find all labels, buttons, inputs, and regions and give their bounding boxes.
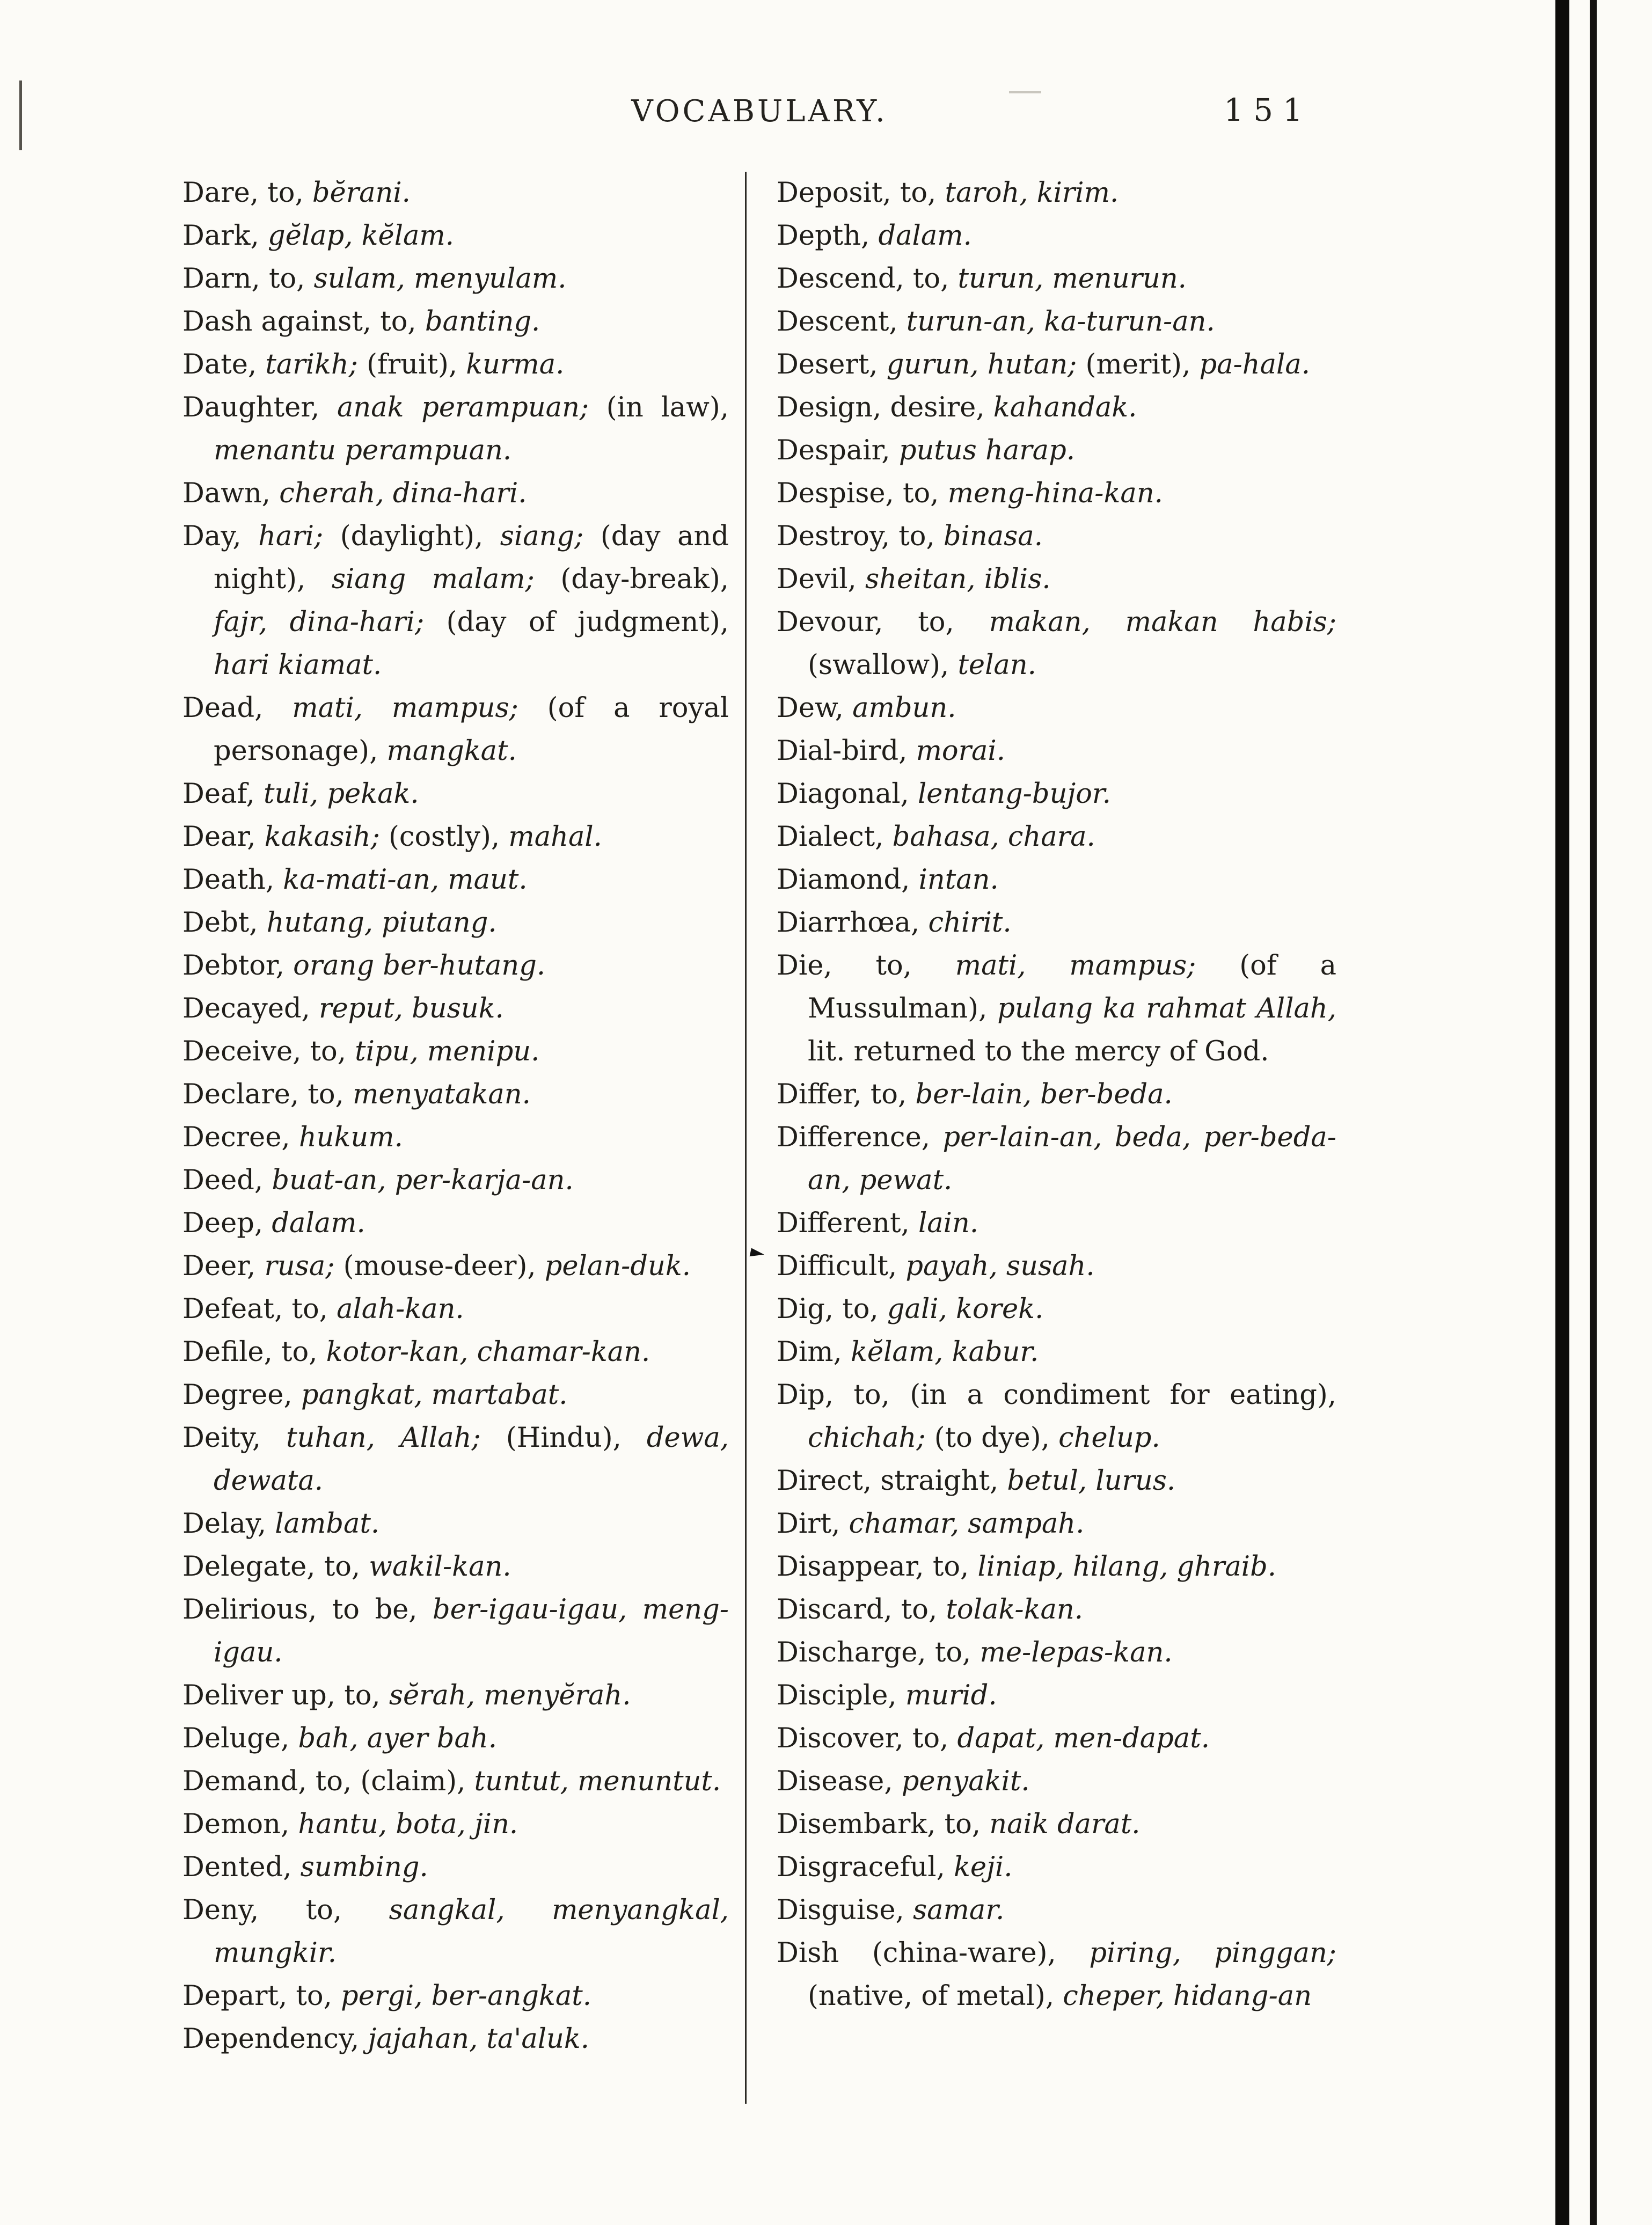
dictionary-entry	[182, 1159, 729, 1202]
malay-translation: sangkal, menyangkal, mungkir.	[214, 1894, 729, 1969]
malay-translation: morai.	[916, 735, 1005, 767]
english-headword-text: Descend, to,	[777, 263, 958, 295]
dictionary-entry	[777, 945, 1336, 1073]
dictionary-entry	[182, 1417, 729, 1503]
malay-translation: lambat.	[275, 1508, 380, 1540]
english-headword-text: Dial-bird,	[777, 735, 916, 767]
dictionary-entry	[182, 945, 729, 987]
malay-translation: tolak-kan.	[946, 1594, 1083, 1626]
english-headword-text: (costly),	[379, 821, 509, 853]
malay-translation: buat-an, per-karja-an.	[272, 1165, 574, 1196]
dictionary-entry	[182, 172, 729, 215]
malay-translation: bah, ayer bah.	[298, 1723, 497, 1754]
english-headword-text: Defile, to,	[182, 1336, 326, 1368]
english-headword-text: Delegate, to,	[182, 1551, 369, 1583]
malay-translation: hantu, bota, jin.	[298, 1809, 518, 1840]
malay-translation: anak perampuan;	[337, 392, 589, 423]
malay-translation: orang ber-hutang.	[293, 950, 546, 982]
malay-translation: dapat, men-dapat.	[957, 1723, 1210, 1754]
english-headword-text: Devour, to,	[777, 606, 989, 638]
vocabulary-column-right	[747, 172, 1336, 2018]
dictionary-entry	[777, 859, 1336, 902]
dictionary-entry	[777, 1717, 1336, 1760]
malay-translation: lentang-bujor.	[917, 778, 1111, 810]
dictionary-entry	[777, 773, 1336, 816]
english-headword-text: Disguise,	[777, 1894, 913, 1926]
dictionary-entry	[182, 215, 729, 258]
malay-translation: sulam, menyulam.	[313, 263, 567, 295]
book-binding-line-inner	[1590, 0, 1597, 2225]
english-headword-text: Discard, to,	[777, 1594, 946, 1626]
malay-translation: tuhan, Allah;	[286, 1422, 481, 1454]
malay-translation: mati, mampus;	[292, 692, 518, 724]
english-headword-text: Despise, to,	[777, 478, 948, 509]
english-headword-text: (mouse-deer),	[334, 1250, 545, 1282]
english-headword-text: Dare, to,	[182, 177, 312, 209]
dictionary-entry	[777, 429, 1336, 472]
english-headword-text: Deer,	[182, 1250, 265, 1282]
english-headword-text: Demon,	[182, 1809, 298, 1840]
dictionary-entry	[777, 816, 1336, 859]
malay-translation: payah, susah.	[905, 1250, 1095, 1282]
english-headword-text: Dented,	[182, 1851, 301, 1883]
english-headword-text: Diamond,	[777, 864, 919, 896]
malay-translation: mahal.	[508, 821, 602, 853]
dictionary-entry	[182, 1030, 729, 1073]
english-headword-text: Deed,	[182, 1165, 272, 1196]
english-headword-text: Dig, to,	[777, 1293, 887, 1325]
english-headword-text: Disgraceful,	[777, 1851, 954, 1883]
malay-translation: murid.	[905, 1680, 997, 1711]
scan-margin-tick	[19, 80, 22, 150]
english-headword-text: Dish (china-ware),	[777, 1937, 1090, 1969]
english-headword-text: Date,	[182, 349, 266, 380]
dictionary-entry	[777, 1288, 1336, 1331]
malay-translation: gĕlap, kĕlam.	[268, 220, 455, 252]
malay-translation: fajr, dina-hari;	[214, 606, 425, 638]
malay-translation: me-lepas-kan.	[979, 1637, 1173, 1668]
malay-translation: pergi, ber-angkat.	[341, 1980, 591, 2012]
english-headword-text: Dim,	[777, 1336, 851, 1368]
malay-translation: kotor-kan, chamar-kan.	[326, 1336, 650, 1368]
english-headword-text: Dawn,	[182, 478, 280, 509]
english-headword-text: Dash against, to,	[182, 306, 425, 338]
malay-translation: penyakit.	[901, 1766, 1030, 1797]
dictionary-entry	[777, 1589, 1336, 1631]
vocabulary-content	[182, 172, 1336, 2104]
english-headword-text: Disappear, to,	[777, 1551, 978, 1583]
malay-translation: siang;	[500, 521, 584, 552]
malay-translation: alah-kan.	[337, 1293, 464, 1325]
malay-translation: ambun.	[852, 692, 956, 724]
dictionary-entry	[777, 687, 1336, 730]
malay-translation: betul, lurus.	[1007, 1465, 1176, 1497]
english-headword-text: Decayed,	[182, 993, 319, 1024]
english-headword-text: Descent,	[777, 306, 907, 338]
english-headword-text: Difference,	[777, 1122, 943, 1153]
english-headword-text: Destroy, to,	[777, 521, 944, 552]
dictionary-entry	[777, 1116, 1336, 1202]
english-headword-text: Day,	[182, 521, 259, 552]
english-headword-text: Declare, to,	[182, 1079, 353, 1110]
malay-translation: hari;	[258, 521, 324, 552]
dictionary-entry	[777, 902, 1336, 945]
english-headword-text: Deliver up, to,	[182, 1680, 389, 1711]
english-headword-text: Dead,	[182, 692, 293, 724]
malay-translation: pulang ka rahmat Allah,	[997, 993, 1336, 1024]
dictionary-entry	[182, 1288, 729, 1331]
dictionary-entry	[182, 687, 729, 773]
english-headword-text: Delay,	[182, 1508, 275, 1540]
malay-translation: pa-hala.	[1199, 349, 1310, 380]
malay-translation: samar.	[912, 1894, 1005, 1926]
malay-translation: gali, korek.	[887, 1293, 1044, 1325]
dictionary-entry	[777, 1503, 1336, 1546]
dictionary-entry	[777, 258, 1336, 301]
english-headword-text: (of a royal personage),	[214, 692, 729, 767]
malay-translation: wakil-kan.	[369, 1551, 511, 1583]
malay-translation: pelan-duk.	[544, 1250, 691, 1282]
english-headword-text: lit. returned to the mercy of God.	[808, 1036, 1269, 1067]
malay-translation: chelup.	[1058, 1422, 1160, 1454]
dictionary-entry	[182, 1674, 729, 1717]
dictionary-entry	[182, 1503, 729, 1546]
english-headword-text: Die, to,	[777, 950, 955, 982]
english-headword-text: Despair,	[777, 435, 899, 466]
malay-translation: ber-lain, ber-beda.	[915, 1079, 1173, 1110]
malay-translation: chirit.	[928, 907, 1012, 939]
dictionary-entry	[777, 1889, 1336, 1932]
malay-translation: jajahan, ta'aluk.	[368, 2023, 590, 2055]
malay-translation: taroh, kirim.	[945, 177, 1119, 209]
english-headword-text: (day of judgment),	[424, 606, 729, 638]
english-headword-text: (in law),	[589, 392, 729, 423]
malay-translation: reput, busuk.	[319, 993, 504, 1024]
malay-translation: sumbing.	[300, 1851, 428, 1883]
dictionary-entry	[777, 1073, 1336, 1116]
malay-translation: cherah, dina-hari.	[279, 478, 527, 509]
vocabulary-column-left	[182, 172, 745, 2061]
dictionary-entry	[182, 1374, 729, 1417]
english-headword-text: Defeat, to,	[182, 1293, 337, 1325]
malay-translation: lain.	[918, 1207, 979, 1239]
english-headword-text: (day-break),	[534, 563, 729, 595]
english-headword-text: (of a Mussulman),	[808, 950, 1336, 1024]
english-headword-text: Discharge, to,	[777, 1637, 980, 1668]
dictionary-entry	[182, 987, 729, 1030]
english-headword-text: (Hindu),	[480, 1422, 647, 1454]
dictionary-entry	[182, 258, 729, 301]
page-number: 151	[1224, 92, 1312, 128]
english-headword-text: Design, desire,	[777, 392, 993, 423]
english-headword-text: Deluge,	[182, 1723, 298, 1754]
dictionary-entry	[182, 1202, 729, 1245]
malay-translation: tuntut, menuntut.	[474, 1766, 721, 1797]
dictionary-entry	[777, 1202, 1336, 1245]
malay-translation: telan.	[957, 649, 1036, 681]
dictionary-entry	[182, 515, 729, 687]
dictionary-entry	[777, 172, 1336, 215]
english-headword-text: Desert,	[777, 349, 887, 380]
malay-translation: menantu perampuan.	[214, 435, 512, 466]
english-headword-text: Diarrhœa,	[777, 907, 929, 939]
dictionary-entry	[777, 1460, 1336, 1503]
malay-translation: sheitan, iblis.	[865, 563, 1051, 595]
malay-translation: menyatakan.	[352, 1079, 531, 1110]
dictionary-entry	[777, 601, 1336, 687]
malay-translation: bĕrani.	[312, 177, 411, 209]
dictionary-entry	[182, 1331, 729, 1374]
english-headword-text: Dependency,	[182, 2023, 368, 2055]
english-headword-text: Delirious, to be,	[182, 1594, 433, 1626]
dictionary-entry	[777, 515, 1336, 558]
dictionary-entry	[777, 1631, 1336, 1674]
english-headword-text: Darn, to,	[182, 263, 314, 295]
dictionary-entry	[182, 1073, 729, 1116]
dictionary-entry	[777, 1331, 1336, 1374]
dictionary-entry	[182, 1803, 729, 1846]
malay-translation: hari kiamat.	[214, 649, 382, 681]
malay-translation: makan, makan habis;	[989, 606, 1336, 638]
malay-translation: naik darat.	[989, 1809, 1141, 1840]
english-headword-text: Dialect,	[777, 821, 893, 853]
english-headword-text: Devil,	[777, 563, 865, 595]
english-headword-text: Death,	[182, 864, 283, 896]
english-headword-text: Deposit, to,	[777, 177, 945, 209]
english-headword-text: Differ, to,	[777, 1079, 916, 1110]
dictionary-entry	[182, 1245, 729, 1288]
dictionary-entry	[777, 1932, 1336, 2018]
english-headword-text: Depth,	[777, 220, 879, 252]
english-headword-text: (swallow),	[808, 649, 958, 681]
malay-translation: rusa;	[264, 1250, 335, 1282]
dictionary-entry	[182, 1717, 729, 1760]
english-headword-text: Degree,	[182, 1379, 301, 1411]
english-headword-text: (fruit),	[357, 349, 466, 380]
malay-translation: intan.	[918, 864, 999, 896]
english-headword-text: Deaf,	[182, 778, 264, 810]
english-headword-text: Deny, to,	[182, 1894, 389, 1926]
dictionary-entry	[182, 773, 729, 816]
dictionary-entry	[777, 301, 1336, 343]
english-headword-text: Decree,	[182, 1122, 299, 1153]
dictionary-entry	[777, 1245, 1336, 1288]
malay-translation: dewa, dewata.	[214, 1422, 729, 1497]
dictionary-entry	[777, 1674, 1336, 1717]
english-headword-text: Daughter,	[182, 392, 337, 423]
english-headword-text: (merit),	[1077, 349, 1200, 380]
english-headword-text: (native, of metal),	[808, 1980, 1063, 2012]
malay-translation: hutang, piutang.	[266, 907, 497, 939]
malay-translation: chichah;	[808, 1422, 926, 1454]
english-headword-text: Demand, to, (claim),	[182, 1766, 474, 1797]
malay-translation: mati, mampus;	[955, 950, 1196, 982]
malay-translation: liniap, hilang, ghraib.	[977, 1551, 1276, 1583]
malay-translation: keji.	[954, 1851, 1013, 1883]
dictionary-entry	[777, 215, 1336, 258]
malay-translation: dalam.	[272, 1207, 366, 1239]
english-headword-text: Disease,	[777, 1766, 902, 1797]
english-headword-text: Different,	[777, 1207, 918, 1239]
dictionary-entry	[182, 1846, 729, 1889]
malay-translation: kakasih;	[264, 821, 380, 853]
english-headword-text: Difficult,	[777, 1250, 906, 1282]
dictionary-entry	[777, 1374, 1336, 1460]
dictionary-entry	[182, 301, 729, 343]
page-header	[182, 94, 1336, 137]
dictionary-entry	[182, 816, 729, 859]
malay-translation: bahasa, chara.	[892, 821, 1095, 853]
english-headword-text: Deceive, to,	[182, 1036, 355, 1067]
malay-translation: tarikh;	[265, 349, 358, 380]
english-headword-text: (day and night),	[214, 521, 729, 595]
dictionary-entry	[777, 1760, 1336, 1803]
english-headword-text: Depart, to,	[182, 1980, 341, 2012]
english-headword-text: Deep,	[182, 1207, 272, 1239]
english-headword-text: Dark,	[182, 220, 268, 252]
malay-translation: banting.	[425, 306, 540, 338]
malay-translation: chamar, sampah.	[849, 1508, 1085, 1540]
malay-translation: cheper, hidang-an	[1063, 1980, 1312, 2012]
english-headword-text: Disembark, to,	[777, 1809, 990, 1840]
malay-translation: meng-hina-kan.	[947, 478, 1163, 509]
dictionary-entry	[182, 902, 729, 945]
english-headword-text: Debt,	[182, 907, 267, 939]
dictionary-entry	[182, 386, 729, 472]
malay-translation: sĕrah, menyĕrah.	[389, 1680, 631, 1711]
dictionary-entry	[777, 1803, 1336, 1846]
english-headword-text: Dew,	[777, 692, 853, 724]
malay-translation: tuli, pekak.	[263, 778, 419, 810]
dictionary-entry	[182, 1116, 729, 1159]
dictionary-entry	[182, 343, 729, 386]
malay-translation: turun-an, ka-turun-an.	[906, 306, 1215, 338]
english-headword-text: Dip, to, (in a condiment for eating),	[777, 1379, 1336, 1411]
dictionary-entry	[182, 1760, 729, 1803]
english-headword-text: Debtor,	[182, 950, 294, 982]
english-headword-text: Disciple,	[777, 1680, 905, 1711]
dictionary-entry	[182, 859, 729, 902]
english-headword-text: (daylight),	[323, 521, 500, 552]
malay-translation: siang malam;	[331, 563, 535, 595]
page-title: VOCABULARY.	[631, 94, 888, 129]
english-headword-text: Diagonal,	[777, 778, 918, 810]
dictionary-entry	[182, 472, 729, 515]
scan-speck	[1009, 91, 1041, 93]
malay-translation: kurma.	[466, 349, 565, 380]
dictionary-entry	[182, 1889, 729, 1975]
malay-translation: pangkat, martabat.	[301, 1379, 568, 1411]
malay-translation: ka-mati-an, maut.	[283, 864, 528, 896]
dictionary-entry	[777, 1846, 1336, 1889]
malay-translation: kahandak.	[993, 392, 1137, 423]
malay-translation: turun, menurun.	[957, 263, 1187, 295]
dictionary-entry	[777, 1546, 1336, 1589]
english-headword-text: Dear,	[182, 821, 265, 853]
dictionary-entry	[777, 386, 1336, 429]
english-headword-text: Discover, to,	[777, 1723, 957, 1754]
dictionary-entry	[182, 1975, 729, 2018]
malay-translation: per-lain-an, beda, per-beda-an, pewat.	[808, 1122, 1336, 1196]
malay-translation: putus harap.	[898, 435, 1075, 466]
english-headword-text: (to dye),	[925, 1422, 1059, 1454]
malay-translation: hukum.	[298, 1122, 403, 1153]
dictionary-entry	[182, 2018, 729, 2061]
english-headword-text: Deity,	[182, 1422, 287, 1454]
malay-translation: tipu, menipu.	[355, 1036, 540, 1067]
dictionary-entry	[182, 1589, 729, 1674]
dictionary-entry	[777, 343, 1336, 386]
english-headword-text: Dirt,	[777, 1508, 849, 1540]
malay-translation: binasa.	[943, 521, 1043, 552]
malay-translation: mangkat.	[386, 735, 517, 767]
malay-translation: ber-igau-igau, meng-igau.	[214, 1594, 729, 1668]
malay-translation: piring, pinggan;	[1089, 1937, 1336, 1969]
dictionary-entry	[777, 558, 1336, 601]
malay-translation: kĕlam, kabur.	[850, 1336, 1039, 1368]
malay-translation: gurun, hutan;	[886, 349, 1077, 380]
malay-translation: dalam.	[878, 220, 972, 252]
english-headword-text: Direct, straight,	[777, 1465, 1007, 1497]
book-binding-line-outer	[1555, 0, 1569, 2225]
dictionary-entry	[777, 472, 1336, 515]
dictionary-entry	[182, 1546, 729, 1589]
dictionary-entry	[777, 730, 1336, 773]
